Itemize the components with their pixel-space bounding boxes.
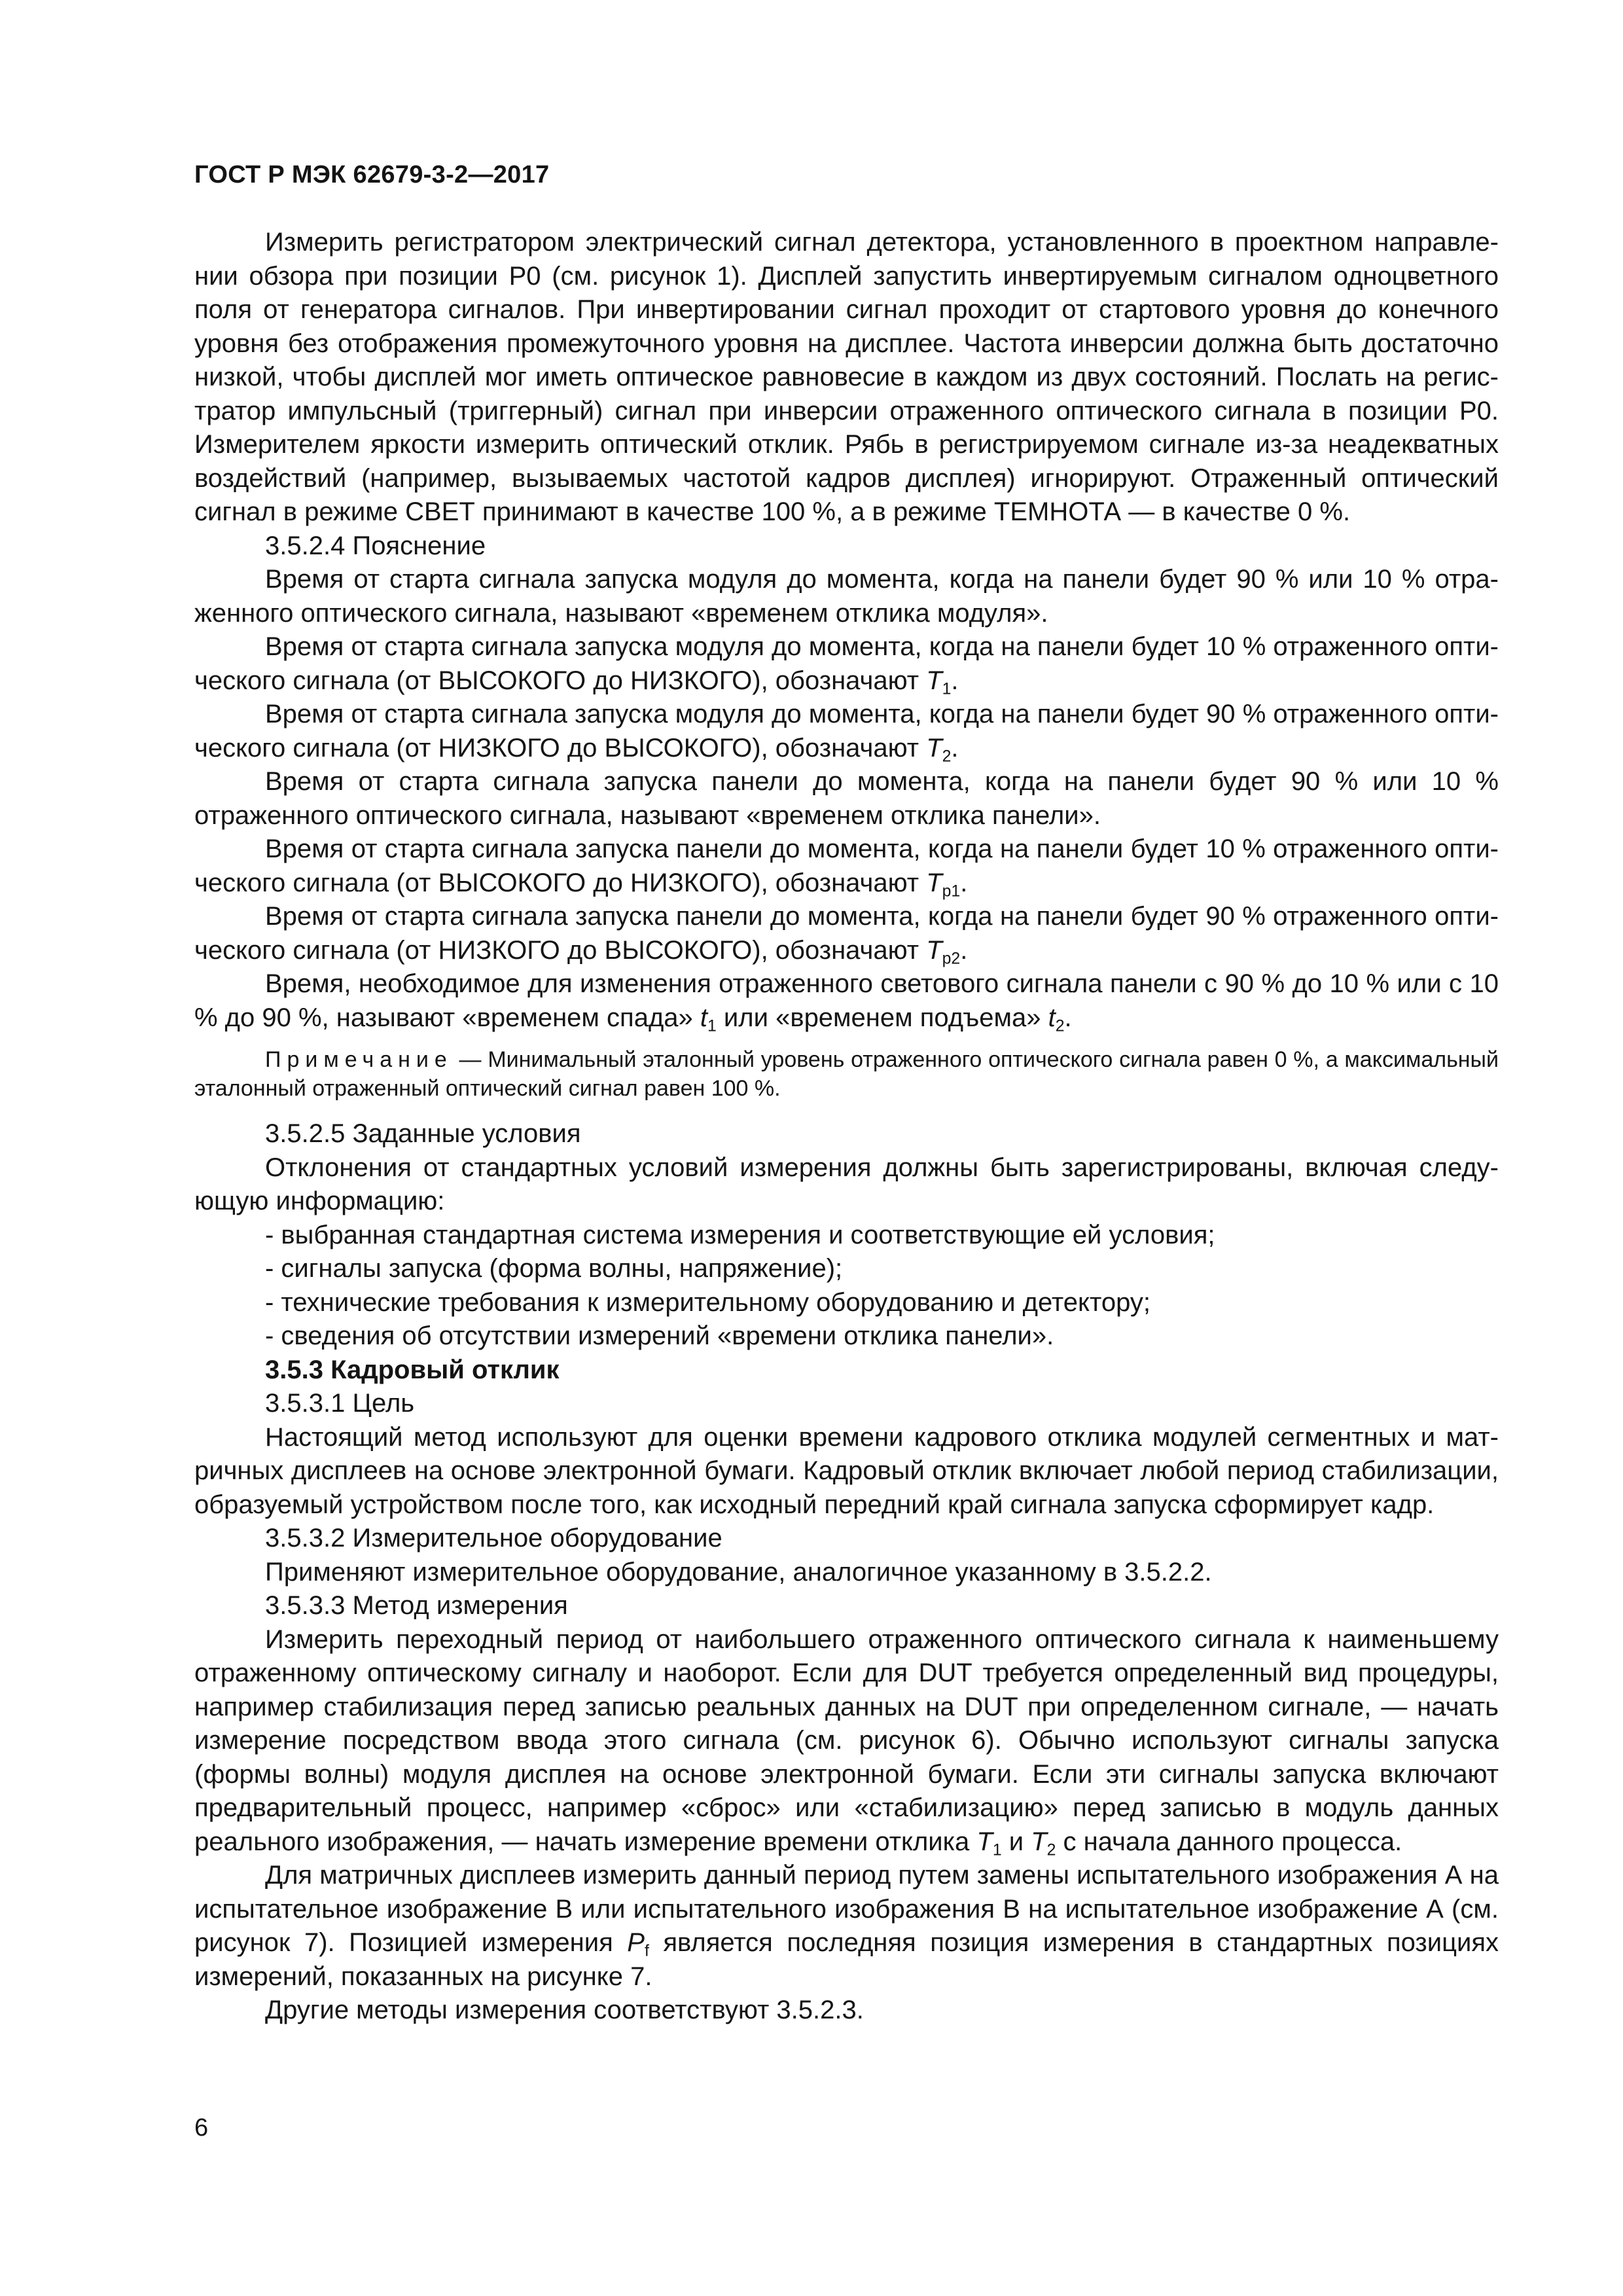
symbol-T: T (926, 868, 942, 897)
paragraph-measurement-method: Измерить переходный период от наибольшего отраженного оптического сигнала к наименьшему отраженному оптическому сигналу и наоборот. Если для DUT требуется определенный вид процедуры, например стабилизация перед записью реальных данных на DUT при определенном сигнале, — начать измерение посредством ввода этого сигнала (см. рисунок 6). Обычно используют сигналы запуска (формы волны) модуля дисплея на основе электронной бумаги. Если эти сигналы запуска включают предварительный процесс, например «сброс» или «стабилизацию» перед записью в модуль данных реального изображения, — начать измерение времени отклика $T_1$ и $T_2$ с начала данного процесса. (194, 1624, 1499, 1859)
paragraph-equipment: Применяют измерительное оборудование, аналогичное указанному в 3.5.2.2. (265, 1557, 1212, 1587)
symbol-T: T (1031, 1827, 1047, 1856)
paragraph-t2-definition: Время от старта сигнала запуска модуля до момента, когда на панели будет 90 % отраженного оптического сигнала (от НИЗКОГО до ВЫСОКОГО), обозначают $T_2$. (194, 700, 1499, 765)
heading-3-5-2-5: 3.5.2.5 Заданные условия (265, 1119, 581, 1148)
symbol-T: T (926, 935, 942, 965)
list-item: - сведения об отсутствии измерений «времени отклика панели». (265, 1321, 1054, 1350)
symbol-t: t (700, 1003, 708, 1032)
symbol-T: T (976, 1827, 993, 1856)
paragraph-matrix-displays: Для матричных дисплеев измерить данный период путем замены испытательного изображения А на испытательное изображение В или испытательного изображения В на испытательное изображение А (см. рисунок 7). Позицией измерения $P_f$ является последняя позиция измерения в стандартных позициях измерений, показанных на рисунке 7. (194, 1861, 1499, 1991)
heading-3-5-3-2: 3.5.3.2 Измерительное оборудование (265, 1524, 722, 1552)
page-number: 6 (194, 2114, 209, 2142)
heading-3-5-2-4: 3.5.2.4 Пояснение (265, 531, 486, 560)
paragraph-measurement-procedure: Измерить регистратором электрический сигнал детектора, установленного в проектном направлении обзора при позиции Р0 (см. рисунок 1). Дисплей запустить инвертируемым сигналом одноцветного поля от генератора сигналов. При инвертировании сигнал проходит от стартового уровня до конечного уровня без отображения промежуточного уровня на дисплее. Частота инверсии должна быть достаточно низкой, чтобы дисплей мог иметь оптическое равновесие в каждом из двух состояний. Послать на регистратор импульсный (триггерный) сигнал при инверсии отраженного оптического сигнала в позиции Р0. Измерителем яркости измерить оптический отклик. Рябь в регистрируемом сигнале из-за неадекватных воздействий (например, вызываемых частотой кадров дисплея) игнорируют. Отраженный оптический сигнал в режиме СВЕТ принимают в качестве 100 %, а в режиме ТЕМНОТА — в качестве 0 %. (194, 228, 1499, 526)
paragraph-tp1-definition: Время от старта сигнала запуска панели до момента, когда на панели будет 10 % отраженного оптического сигнала (от ВЫСОКОГО до НИЗКОГО), обозначают $T_{p1}$. (194, 834, 1499, 900)
list-item: - технические требования к измерительному оборудованию и детектору; (265, 1287, 1151, 1317)
note-text: — Минимальный эталонный уровень отраженного оптического сигнала равен 0 %, а максимальный эталонный отраженный оптический сигнал равен 100 %. (194, 1047, 1499, 1101)
heading-3-5-3-3: 3.5.3.3 Метод измерения (265, 1591, 568, 1620)
paragraph-frame-response-purpose: Настоящий метод используют для оценки времени кадрового отклика модулей сегментных и матричных дисплеев на основе электронной бумаги. Кадровый отклик включает любой период стабилизации, образуемый устройством после того, как исходный передний край сигнала запуска сформирует кадр. (194, 1422, 1499, 1519)
symbol-T: T (926, 733, 942, 762)
paragraph-tp2-definition: Время от старта сигнала запуска панели до момента, когда на панели будет 90 % отраженного оптического сигнала (от НИЗКОГО до ВЫСОКОГО), обозначают $T_{p2}$. (194, 902, 1499, 967)
paragraph-deviations: Отклонения от стандартных условий измерения должны быть зарегистрированы, включая следующую информацию: (194, 1153, 1499, 1215)
list-item: - выбранная стандартная система измерения и соответствующие ей условия; (265, 1220, 1215, 1249)
note (194, 1045, 1499, 1103)
paragraph-panel-response-time: Время от старта сигнала запуска панели до момента, когда на панели будет 90 % или 10 % отраженного оптического сигнала, называют «временем отклика панели». (194, 767, 1499, 830)
heading-3-5-3-1: 3.5.3.1 Цель (265, 1389, 415, 1418)
heading-3-5-3: 3.5.3 Кадровый отклик (265, 1355, 560, 1384)
paragraph-t1-definition: Время от старта сигнала запуска модуля до момента, когда на панели будет 10 % отраженного оптического сигнала (от ВЫСОКОГО до НИЗКОГО), обозначают $T_1$. (194, 632, 1499, 698)
standard-header: ГОСТ Р МЭК 62679-3-2—2017 (194, 161, 550, 188)
symbol-P: P (627, 1928, 645, 1957)
symbol-t: t (1048, 1003, 1056, 1032)
paragraph-fall-rise-time: Время, необходимое для изменения отраженного светового сигнала панели с 90 % до 10 % или с 10 % до 90 %, называют «временем спада» $t_1$ или «временем подъема» $t_2$. (194, 969, 1499, 1035)
body-text (194, 226, 1499, 2028)
note-label: Примечание (265, 1047, 453, 1072)
paragraph-other-methods: Другие методы измерения соответствуют 3.5.2.3. (265, 1996, 864, 2024)
list-item: - сигналы запуска (форма волны, напряжение); (265, 1254, 843, 1283)
symbol-T: T (926, 666, 942, 695)
paragraph-module-response-time: Время от старта сигнала запуска модуля до момента, когда на панели будет 90 % или 10 % отраженного оптического сигнала, называют «временем отклика модуля». (194, 565, 1499, 628)
